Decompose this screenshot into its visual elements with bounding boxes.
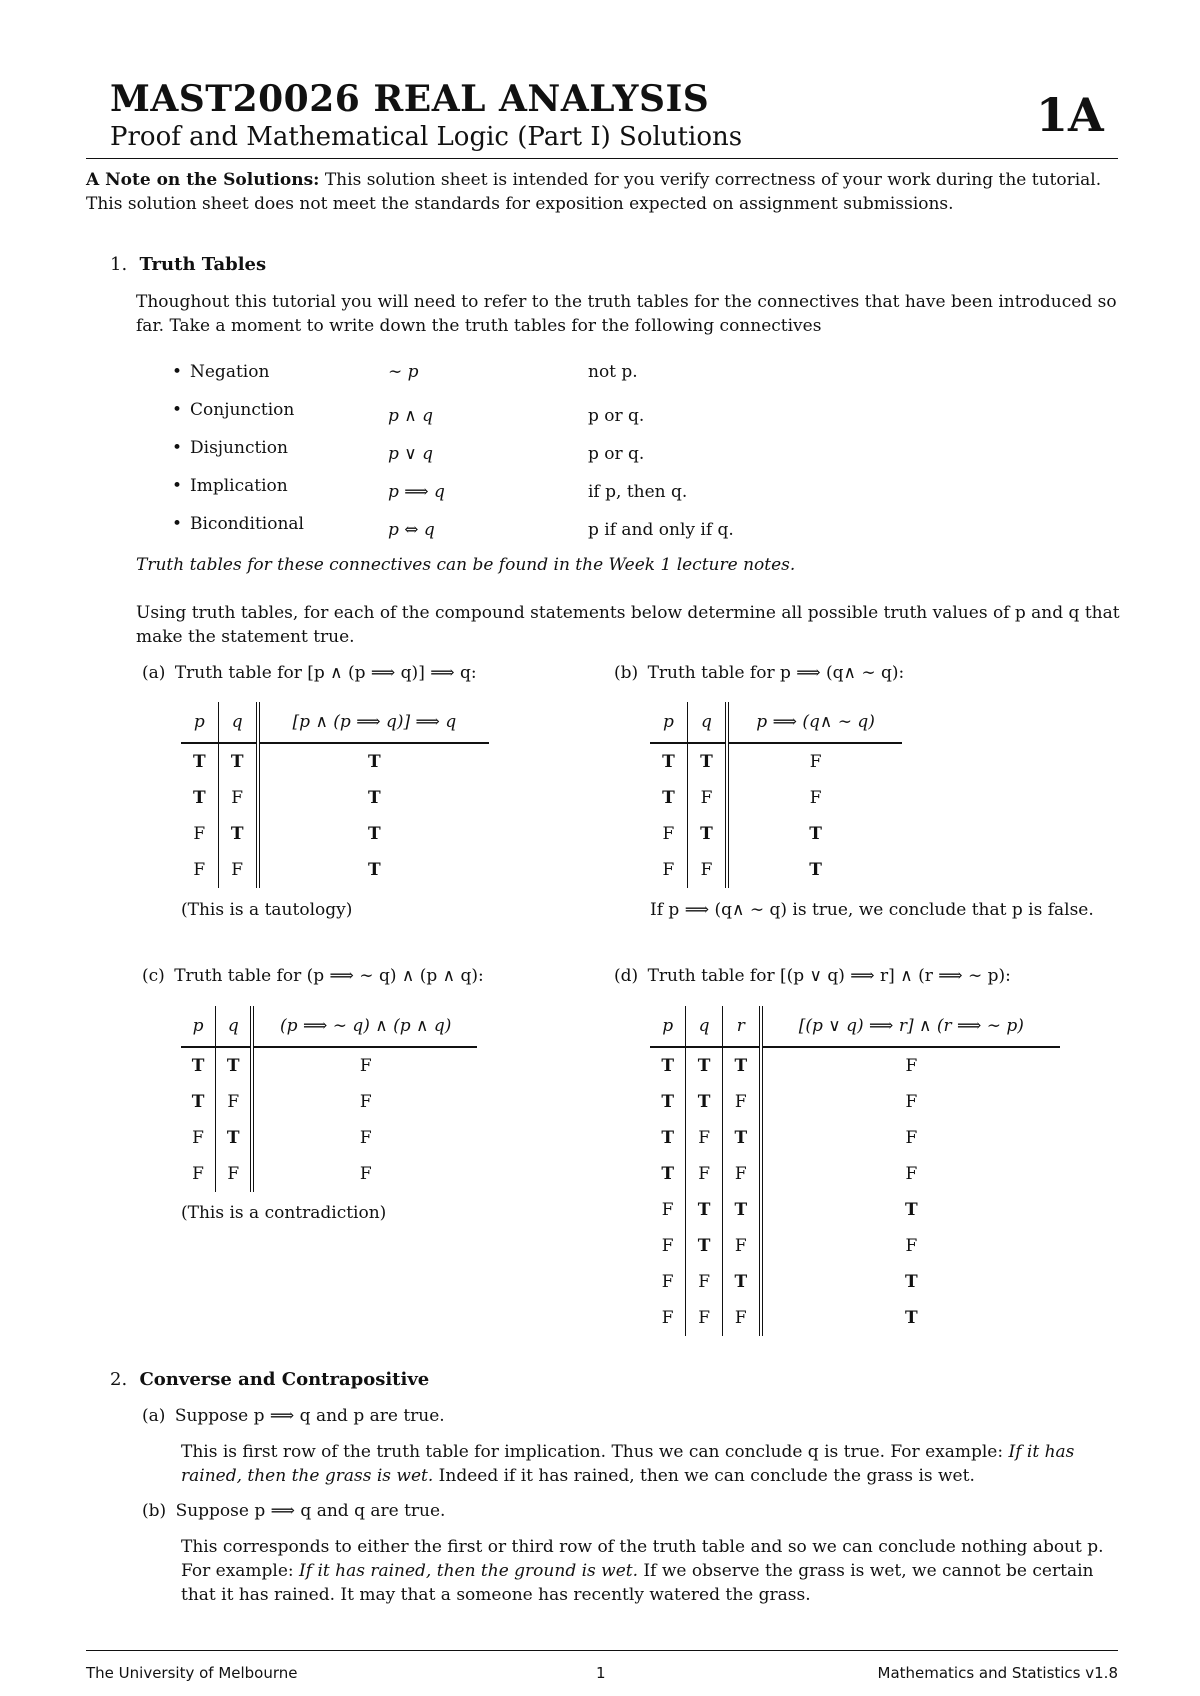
bullet-icon: • xyxy=(172,362,183,382)
table-cell: T xyxy=(218,816,258,852)
answer-2a-example: If it has rained, then the grass is wet. xyxy=(181,1442,1075,1486)
footer-department: Mathematics and Statistics v1.8 xyxy=(877,1664,1118,1682)
connective-item xyxy=(172,512,872,550)
table-cell: F xyxy=(662,824,675,844)
part-c-text: Truth table for (p ⟹ ∼ q) ∧ (p ∧ q): xyxy=(174,966,484,986)
table-cell: T xyxy=(686,1192,722,1228)
table-header-cell: q xyxy=(686,1006,722,1047)
table-header-cell: p xyxy=(181,702,218,743)
table-cell: F xyxy=(661,1272,674,1292)
truth-table-c xyxy=(181,1006,477,1192)
table-header-cell: q xyxy=(687,702,727,743)
section-1-heading xyxy=(110,254,266,275)
table-cell: T xyxy=(687,816,727,852)
section-2-title: Converse and Contrapositive xyxy=(139,1369,430,1390)
footer-institution: The University of Melbourne xyxy=(86,1664,298,1682)
part-a-caption xyxy=(142,661,582,685)
part-c-comment: (This is a contradiction) xyxy=(181,1203,387,1223)
table-cell: T xyxy=(722,1120,760,1156)
table-cell: F xyxy=(218,852,258,888)
part-2b-text: Suppose p ⟹ q and q are true. xyxy=(175,1501,446,1521)
table-cell: F xyxy=(722,1156,760,1192)
table-cell: F xyxy=(216,1156,253,1192)
table-row xyxy=(181,1047,477,1084)
table-cell: F xyxy=(761,1228,1060,1264)
connective-name: Negation xyxy=(190,362,270,382)
part-2a-text: Suppose p ⟹ q and p are true. xyxy=(174,1406,445,1426)
part-b-text: Truth table for p ⟹ (q∧ ∼ q): xyxy=(647,663,905,683)
connective-meaning: p or q. xyxy=(588,444,645,464)
part-2a-label: (a) xyxy=(142,1406,166,1426)
table-cell: F xyxy=(661,1200,674,1220)
table-cell: T xyxy=(258,743,489,780)
table-cell: T xyxy=(662,752,675,772)
connective-meaning: if p, then q. xyxy=(588,482,688,502)
part-d-label: (d) xyxy=(614,966,639,986)
section-1-title: Truth Tables xyxy=(139,254,267,275)
connective-meaning: p if and only if q. xyxy=(588,520,734,540)
table-cell: F xyxy=(662,860,675,880)
table-row xyxy=(181,1120,477,1156)
part-c-label: (c) xyxy=(142,966,165,986)
table-cell: T xyxy=(192,752,206,772)
answer-2a-text: This is first row of the truth table for implication. Thus we can conclude q is true. For example: xyxy=(181,1442,1009,1462)
connective-meaning: not p. xyxy=(588,362,638,382)
table-cell: F xyxy=(252,1120,477,1156)
table-header-cell: p xyxy=(650,702,687,743)
table-cell: T xyxy=(687,743,727,780)
table-cell: T xyxy=(216,1120,253,1156)
table-cell: T xyxy=(722,1047,760,1084)
table-cell: F xyxy=(686,1300,722,1336)
truth-table-a xyxy=(181,702,489,888)
part-a-comment: (This is a tautology) xyxy=(181,900,353,920)
connective-symbol: p ⇔ q xyxy=(388,520,435,540)
truth-table-d xyxy=(650,1006,1060,1336)
table-cell: T xyxy=(727,816,902,852)
answer-2b-text: This corresponds to either the first or third row of the truth table and so we can conclude nothing about p. For example: xyxy=(181,1537,1104,1581)
table-row xyxy=(650,1047,1060,1084)
table-cell: T xyxy=(216,1047,253,1084)
part-d-text: Truth table for [(p ∨ q) ⟹ r] ∧ (r ⟹ ∼ p): xyxy=(647,966,1011,986)
table-cell: F xyxy=(761,1047,1060,1084)
table-cell: F xyxy=(252,1156,477,1192)
table-row xyxy=(650,816,902,852)
table-cell: F xyxy=(722,1084,760,1120)
table-cell: T xyxy=(686,1228,722,1264)
table-cell: T xyxy=(192,788,206,808)
connective-name: Disjunction xyxy=(190,438,288,458)
table-header-cell: p xyxy=(650,1006,686,1047)
table-cell: F xyxy=(687,852,727,888)
part-c-caption xyxy=(142,964,582,988)
table-cell: T xyxy=(661,1092,675,1112)
table-row xyxy=(181,743,489,780)
table-cell: F xyxy=(722,1228,760,1264)
table-cell: F xyxy=(761,1120,1060,1156)
table-row xyxy=(650,1300,1060,1336)
connective-symbol: p ∧ q xyxy=(388,406,434,426)
note-label: A Note on the Solutions: xyxy=(86,170,320,190)
footer-page-number: 1 xyxy=(596,1664,606,1682)
table-header-cell: [p ∧ (p ⟹ q)] ⟹ q xyxy=(258,702,489,743)
table-header-cell: q xyxy=(218,702,258,743)
sheet-subtitle: Proof and Mathematical Logic (Part I) Solutions xyxy=(110,122,743,152)
table-row xyxy=(181,1084,477,1120)
table-row xyxy=(181,1156,477,1192)
table-cell: F xyxy=(686,1156,722,1192)
table-cell: F xyxy=(727,743,902,780)
section-2a-statement xyxy=(142,1404,1042,1428)
table-cell: F xyxy=(727,780,902,816)
section-1-number: 1. xyxy=(110,254,128,275)
table-cell: T xyxy=(686,1047,722,1084)
section-2-heading xyxy=(110,1369,429,1390)
table-cell: F xyxy=(193,824,206,844)
connective-name: Biconditional xyxy=(190,514,304,534)
table-cell: F xyxy=(661,1308,674,1328)
table-cell: F xyxy=(761,1156,1060,1192)
table-cell: T xyxy=(661,1128,675,1148)
table-cell: F xyxy=(192,1164,204,1184)
bullet-icon: • xyxy=(172,476,183,496)
table-cell: T xyxy=(722,1192,760,1228)
connective-symbol: p ⟹ q xyxy=(388,482,445,502)
section-2-number: 2. xyxy=(110,1369,128,1390)
table-header-row xyxy=(181,702,489,743)
course-title: MAST20026 REAL ANALYSIS xyxy=(110,78,710,120)
table-row xyxy=(650,780,902,816)
connective-name: Conjunction xyxy=(190,400,295,420)
table-row xyxy=(181,852,489,888)
table-cell: T xyxy=(661,1164,675,1184)
connective-meaning: p or q. xyxy=(588,406,645,426)
table-cell: F xyxy=(216,1084,253,1120)
table-header-cell: (p ⟹ ∼ q) ∧ (p ∧ q) xyxy=(252,1006,477,1047)
table-cell: T xyxy=(662,788,675,808)
table-cell: T xyxy=(258,816,489,852)
section-1-instruction: Using truth tables, for each of the compound statements below determine all possible truth values of p and q that make the statement true. xyxy=(136,603,1120,647)
answer-2a-text-2: Indeed if it has rained, then we can conclude the grass is wet. xyxy=(433,1466,975,1486)
table-row xyxy=(181,816,489,852)
table-row xyxy=(650,1084,1060,1120)
table-cell: T xyxy=(761,1300,1060,1336)
section-2a-answer xyxy=(181,1440,1126,1488)
table-header-row xyxy=(650,1006,1060,1047)
table-header-cell: [(p ∨ q) ⟹ r] ∧ (r ⟹ ∼ p) xyxy=(761,1006,1060,1047)
table-cell: T xyxy=(258,852,489,888)
table-header-cell: q xyxy=(216,1006,253,1047)
table-cell: F xyxy=(686,1264,722,1300)
table-row xyxy=(181,780,489,816)
part-b-label: (b) xyxy=(614,663,639,683)
table-cell: F xyxy=(761,1084,1060,1120)
connective-item xyxy=(172,436,872,474)
table-cell: T xyxy=(191,1056,205,1076)
connective-item xyxy=(172,474,872,512)
table-cell: T xyxy=(218,743,258,780)
connective-item xyxy=(172,360,872,398)
table-cell: T xyxy=(761,1264,1060,1300)
table-header-row xyxy=(181,1006,477,1047)
table-cell: T xyxy=(191,1092,205,1112)
sheet-id: 1A xyxy=(1036,88,1104,142)
table-row xyxy=(650,1120,1060,1156)
connective-symbol: ∼ p xyxy=(388,362,419,382)
table-cell: T xyxy=(686,1084,722,1120)
table-cell: F xyxy=(687,780,727,816)
table-row xyxy=(650,1156,1060,1192)
part-2b-label: (b) xyxy=(142,1501,167,1521)
table-cell: F xyxy=(192,1128,204,1148)
table-cell: F xyxy=(252,1047,477,1084)
connective-name: Implication xyxy=(190,476,288,496)
bullet-icon: • xyxy=(172,514,183,534)
connective-item xyxy=(172,398,872,436)
table-cell: F xyxy=(252,1084,477,1120)
table-cell: T xyxy=(661,1056,675,1076)
note-text: This solution sheet is intended for you verify correctness of your work during the tutorial. This solution sheet does not meet the standards for exposition expected on assignment submissions. xyxy=(86,170,1102,214)
answer-2b-text-2: If we observe the grass is wet, we cannot be certain that it has rained. It may that a someone has recently watered the grass. xyxy=(181,1561,1094,1605)
bullet-icon: • xyxy=(172,438,183,458)
table-cell: F xyxy=(661,1236,674,1256)
table-header-cell: p xyxy=(181,1006,216,1047)
part-b-comment: If p ⟹ (q∧ ∼ q) is true, we conclude that p is false. xyxy=(650,900,1094,920)
table-row xyxy=(650,1228,1060,1264)
table-row xyxy=(650,852,902,888)
section-2b-answer xyxy=(181,1535,1126,1607)
table-cell: T xyxy=(258,780,489,816)
part-d-caption xyxy=(614,964,1114,988)
header-rule xyxy=(86,158,1118,159)
table-cell: F xyxy=(218,780,258,816)
table-row xyxy=(650,1264,1060,1300)
connective-symbol: p ∨ q xyxy=(388,444,434,464)
answer-2b-example: If it has rained, then the ground is wet. xyxy=(299,1561,639,1581)
table-cell: F xyxy=(193,860,206,880)
part-a-label: (a) xyxy=(142,663,166,683)
table-cell: F xyxy=(722,1300,760,1336)
table-row xyxy=(650,743,902,780)
table-row xyxy=(650,1192,1060,1228)
table-header-cell: r xyxy=(722,1006,760,1047)
truth-table-b xyxy=(650,702,902,888)
table-cell: T xyxy=(727,852,902,888)
connectives-list xyxy=(172,360,872,550)
table-header-cell: p ⟹ (q∧ ∼ q) xyxy=(727,702,902,743)
table-cell: F xyxy=(686,1120,722,1156)
table-cell: T xyxy=(761,1192,1060,1228)
section-2b-statement xyxy=(142,1499,1042,1523)
bullet-icon: • xyxy=(172,400,183,420)
lecture-note: Truth tables for these connectives can be found in the Week 1 lecture notes. xyxy=(136,555,796,575)
solutions-note xyxy=(86,168,1126,216)
part-b-caption xyxy=(614,661,1114,685)
section-1-intro: Thoughout this tutorial you will need to refer to the truth tables for the connectives that have been introduced so far. Take a moment to write down the truth tables for the following connectives xyxy=(136,292,1117,336)
footer-rule xyxy=(86,1650,1118,1651)
table-header-row xyxy=(650,702,902,743)
part-a-text: Truth table for [p ∧ (p ⟹ q)] ⟹ q: xyxy=(174,663,477,683)
table-cell: T xyxy=(722,1264,760,1300)
